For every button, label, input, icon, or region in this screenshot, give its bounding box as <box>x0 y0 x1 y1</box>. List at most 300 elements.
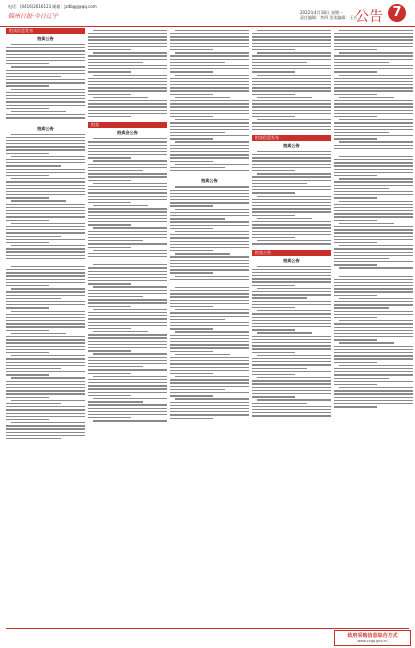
text-line <box>252 342 331 343</box>
text-line <box>252 129 331 130</box>
text-line <box>252 329 295 330</box>
text-line <box>252 36 331 37</box>
text-line <box>88 211 167 212</box>
text-line <box>93 52 167 53</box>
text-line <box>334 103 413 104</box>
text-line <box>93 353 167 354</box>
notice-title: 拍卖公告 <box>37 36 54 41</box>
text-line <box>6 79 85 80</box>
text-line <box>252 320 331 321</box>
text-line <box>252 301 331 302</box>
text-line <box>6 82 85 83</box>
text-line <box>252 374 295 375</box>
text-line <box>170 303 249 304</box>
text-line <box>170 389 225 390</box>
text-line <box>334 285 413 286</box>
text-line <box>252 403 307 404</box>
text-line <box>170 55 249 56</box>
text-line <box>6 251 85 252</box>
text-line <box>88 94 131 95</box>
text-line <box>252 243 331 244</box>
text-line <box>170 296 249 297</box>
text-line <box>252 202 331 203</box>
text-line <box>334 346 413 347</box>
text-line <box>334 229 413 230</box>
text-line <box>6 191 85 192</box>
text-line <box>6 92 85 93</box>
text-line <box>339 178 413 179</box>
text-line <box>339 342 394 343</box>
text-line <box>170 408 249 409</box>
text-line <box>339 298 413 299</box>
section-gap <box>170 173 249 176</box>
text-line <box>252 361 331 362</box>
text-line <box>252 364 331 365</box>
text-line <box>257 75 331 76</box>
text-line <box>6 295 85 296</box>
text-line <box>334 162 413 163</box>
text-line <box>339 141 413 142</box>
text-line <box>339 30 413 31</box>
section-bar: 拍卖信息发布 <box>6 28 85 34</box>
text-line <box>334 62 389 63</box>
text-line <box>6 298 61 299</box>
text-line <box>170 39 249 40</box>
text-line <box>93 250 167 251</box>
text-line <box>334 135 413 136</box>
text-line <box>252 106 331 107</box>
text-line <box>170 367 249 368</box>
text-line <box>252 39 331 40</box>
text-line <box>170 325 249 326</box>
text-line <box>170 196 249 197</box>
text-line <box>6 242 49 243</box>
text-line <box>334 165 413 166</box>
text-line <box>257 332 312 333</box>
text-line <box>334 81 413 82</box>
text-line <box>170 225 249 226</box>
text-line <box>334 116 377 117</box>
text-line <box>252 157 331 158</box>
text-line <box>88 148 167 149</box>
text-line <box>252 183 307 184</box>
text-line <box>6 307 49 308</box>
text-line <box>175 75 249 76</box>
text-line <box>334 110 413 111</box>
text-line <box>88 271 167 272</box>
text-line <box>252 176 331 177</box>
text-line <box>6 397 49 398</box>
text-line <box>88 341 167 342</box>
text-line <box>252 406 331 407</box>
text-line <box>170 161 213 162</box>
text-line <box>88 199 167 200</box>
text-line <box>175 376 249 377</box>
text-line <box>6 346 85 347</box>
text-line <box>170 386 249 387</box>
text-line <box>252 90 331 91</box>
text-line <box>88 65 167 66</box>
text-line <box>6 339 85 340</box>
text-line <box>252 78 331 79</box>
text-line <box>339 387 413 388</box>
text-line <box>93 183 167 184</box>
text-line <box>6 365 85 366</box>
text-line <box>334 197 377 198</box>
text-line <box>252 221 331 222</box>
text-line <box>6 140 85 141</box>
text-line <box>88 299 167 300</box>
text-line <box>88 401 143 402</box>
text-line <box>6 381 85 382</box>
text-line <box>170 59 249 60</box>
text-line <box>11 89 85 90</box>
text-line <box>252 227 331 228</box>
text-line <box>334 106 413 107</box>
text-line <box>170 319 225 320</box>
text-line <box>170 241 249 242</box>
text-line <box>6 317 85 318</box>
text-line <box>6 272 85 273</box>
section-gap <box>170 421 249 424</box>
text-line <box>252 170 295 171</box>
text-line <box>6 204 85 205</box>
text-line <box>252 348 331 349</box>
text-line <box>334 113 413 114</box>
text-line <box>334 39 413 40</box>
text-line <box>252 304 331 305</box>
text-line <box>6 143 85 144</box>
text-line <box>88 344 167 345</box>
text-line <box>170 300 249 301</box>
text-line <box>334 371 413 372</box>
text-line <box>6 105 85 106</box>
text-line <box>334 295 377 296</box>
text-line <box>88 167 167 168</box>
text-line <box>170 148 249 149</box>
text-line <box>6 384 85 385</box>
text-line <box>252 285 295 286</box>
text-line <box>6 239 85 240</box>
text-line <box>6 101 85 102</box>
text-line <box>334 129 413 130</box>
text-line <box>6 352 49 353</box>
text-line <box>252 65 331 66</box>
text-line <box>170 116 213 117</box>
text-line <box>334 210 413 211</box>
text-line <box>6 416 85 417</box>
text-line <box>175 119 249 120</box>
text-line <box>334 181 413 182</box>
text-line <box>6 342 85 343</box>
text-line <box>6 213 85 214</box>
text-line <box>170 363 249 364</box>
text-line <box>252 122 331 123</box>
text-line <box>257 266 331 267</box>
text-line <box>334 46 413 47</box>
text-line <box>252 126 331 127</box>
text-line <box>175 97 230 98</box>
text-line <box>252 116 295 117</box>
text-line <box>252 323 331 324</box>
text-line <box>257 173 331 174</box>
text-line <box>170 306 213 307</box>
text-line <box>6 409 85 410</box>
text-line <box>88 234 167 235</box>
section-gap <box>6 261 85 264</box>
text-line <box>88 322 167 323</box>
text-line <box>334 255 413 256</box>
text-line <box>339 267 413 268</box>
text-line <box>88 231 167 232</box>
text-line <box>257 119 331 120</box>
text-line <box>252 297 307 298</box>
text-line <box>175 164 249 165</box>
text-line <box>257 310 331 311</box>
text-line <box>334 317 377 318</box>
text-line <box>334 264 377 265</box>
text-line <box>88 43 167 44</box>
text-line <box>334 188 389 189</box>
text-line <box>93 398 167 399</box>
date-text: 2022年4月18日 星期一 <box>300 10 344 15</box>
text-line <box>170 357 249 358</box>
text-line <box>88 215 167 216</box>
text-line <box>88 328 131 329</box>
text-line <box>252 71 295 72</box>
text-line <box>175 141 249 142</box>
issue-date <box>300 10 357 20</box>
section-gap <box>6 441 85 444</box>
text-line <box>88 218 167 219</box>
text-line <box>334 339 377 340</box>
text-line <box>170 46 249 47</box>
text-line <box>339 276 413 277</box>
text-line <box>93 420 167 421</box>
text-line <box>252 281 331 282</box>
text-line <box>334 43 413 44</box>
text-line <box>252 269 331 270</box>
text-line <box>334 333 413 334</box>
text-line <box>6 304 85 305</box>
text-line <box>170 221 249 222</box>
text-line <box>170 113 249 114</box>
text-line <box>88 33 167 34</box>
text-line <box>170 151 249 152</box>
text-line <box>170 382 249 383</box>
text-line <box>175 253 230 254</box>
text-line <box>339 365 413 366</box>
text-line <box>170 411 249 412</box>
section-gap <box>334 151 413 154</box>
text-line <box>252 68 331 69</box>
footer-rule <box>6 628 409 629</box>
text-line <box>88 100 167 101</box>
text-line <box>88 274 167 275</box>
contact-line: 电话：(0416)2616123 邮箱：jzdbgg@qq.com <box>8 4 97 9</box>
text-line <box>6 358 85 359</box>
newspaper-logo: 锦州日报·今日辽宁 <box>8 13 58 20</box>
text-line <box>6 371 85 372</box>
text-line <box>88 306 131 307</box>
text-line <box>170 228 213 229</box>
text-line <box>6 162 85 163</box>
section-bar: 拍卖信息发布 <box>252 135 331 141</box>
text-line <box>170 84 249 85</box>
text-line <box>88 176 167 177</box>
text-line <box>334 84 413 85</box>
text-line <box>175 186 249 187</box>
text-line <box>334 232 413 233</box>
text-line <box>257 97 312 98</box>
text-line <box>334 406 377 407</box>
text-line <box>252 326 331 327</box>
text-line <box>88 224 131 225</box>
section-gap <box>334 271 413 274</box>
text-line <box>170 68 249 69</box>
text-line <box>6 108 49 109</box>
text-line <box>6 117 85 118</box>
text-line <box>252 368 307 369</box>
text-line <box>88 84 167 85</box>
text-line <box>334 336 413 337</box>
text-line <box>257 399 331 400</box>
text-line <box>6 336 85 337</box>
text-line <box>252 167 331 168</box>
text-line <box>88 350 131 351</box>
text-line <box>6 95 85 96</box>
text-line <box>252 192 295 193</box>
text-line <box>339 201 413 202</box>
text-line <box>6 63 49 64</box>
text-line <box>339 223 394 224</box>
text-line <box>334 207 413 208</box>
text-line <box>334 311 413 312</box>
text-line <box>252 234 331 235</box>
text-line <box>252 160 331 161</box>
text-line <box>88 196 167 197</box>
text-line <box>11 66 85 67</box>
text-line <box>170 234 249 235</box>
text-line <box>6 172 85 173</box>
text-line <box>252 415 331 416</box>
text-line <box>170 81 249 82</box>
text-line <box>11 288 85 289</box>
text-line <box>252 371 331 372</box>
text-line <box>170 157 249 158</box>
text-line <box>6 374 49 375</box>
text-line <box>88 240 143 241</box>
text-line <box>170 418 213 419</box>
text-line <box>11 377 85 378</box>
text-line <box>334 358 413 359</box>
text-line <box>6 349 85 350</box>
text-line <box>170 106 249 107</box>
section-bar: 拍卖 <box>88 122 167 128</box>
text-line <box>93 227 167 228</box>
text-line <box>170 49 213 50</box>
text-line <box>6 255 85 256</box>
text-line <box>175 331 249 332</box>
text-line <box>170 78 249 79</box>
text-line <box>252 409 331 410</box>
text-line <box>170 90 249 91</box>
text-line <box>88 315 167 316</box>
text-line <box>6 229 85 230</box>
text-line <box>334 71 377 72</box>
text-line <box>6 362 85 363</box>
text-line <box>175 276 249 277</box>
text-line <box>252 94 295 95</box>
text-line <box>88 116 131 117</box>
text-line <box>6 314 85 315</box>
text-line <box>6 406 85 407</box>
text-line <box>11 111 66 112</box>
text-line <box>6 85 49 86</box>
text-line <box>334 148 413 149</box>
text-line <box>334 301 413 302</box>
text-line <box>170 293 249 294</box>
text-line <box>88 78 167 79</box>
text-line <box>6 210 85 211</box>
text-line <box>6 73 85 74</box>
text-line <box>170 360 249 361</box>
text-line <box>88 36 167 37</box>
text-line <box>88 379 167 380</box>
text-line <box>334 403 413 404</box>
text-line <box>88 243 167 244</box>
text-line <box>334 216 413 217</box>
text-line <box>170 132 225 133</box>
text-line <box>88 404 167 405</box>
text-line <box>170 379 249 380</box>
text-line <box>334 393 413 394</box>
text-line <box>170 414 249 415</box>
editors-text: 责任编辑：李四 美术编辑：王五 <box>300 15 358 20</box>
text-line <box>170 402 249 403</box>
text-line <box>88 208 167 209</box>
text-line <box>6 159 85 160</box>
text-line <box>334 307 389 308</box>
text-line <box>88 360 167 361</box>
text-line <box>88 192 167 193</box>
text-line <box>334 204 413 205</box>
text-line <box>170 328 213 329</box>
text-line <box>88 164 167 165</box>
text-line <box>252 278 331 279</box>
text-line <box>170 199 249 200</box>
text-line <box>6 137 85 138</box>
text-line <box>6 232 85 233</box>
text-line <box>252 49 295 50</box>
column-3 <box>170 28 249 624</box>
text-line <box>252 186 331 187</box>
text-line <box>6 275 85 276</box>
text-line <box>93 205 148 206</box>
text-line <box>252 87 331 88</box>
text-line <box>88 296 143 297</box>
text-line <box>6 393 85 394</box>
column-4 <box>252 28 331 624</box>
text-line <box>11 134 85 135</box>
text-line <box>334 159 413 160</box>
text-line <box>88 90 167 91</box>
text-line <box>88 302 167 303</box>
text-line <box>339 52 413 53</box>
column-5 <box>334 28 413 624</box>
text-line <box>170 312 249 313</box>
text-line <box>170 373 213 374</box>
